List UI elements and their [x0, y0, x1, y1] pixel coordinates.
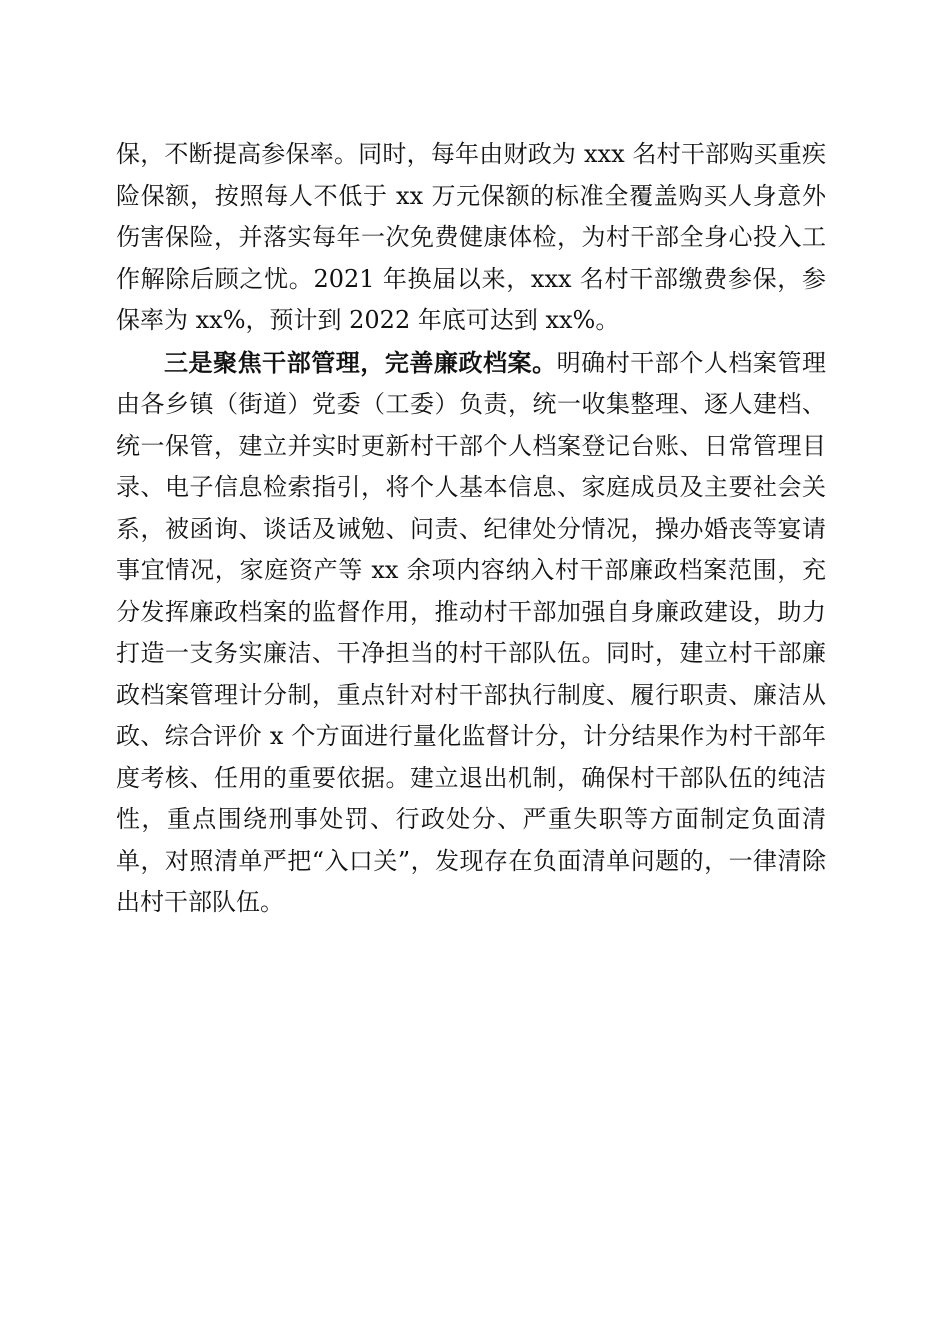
- paragraph-integrity-archive-heading: 三是聚焦干部管理，完善廉政档案。: [164, 347, 557, 377]
- paragraph-integrity-archive-text: 明确村干部个人档案管理由各乡镇（街道）党委（工委）负责，统一收集整理、逐人建档、统一保管，建立并实时更新村干部个人档案登记台账、日常管理目录、电子信息检索指引，将个人基本信息、家庭成员及主要社会关系，被函询、谈话及诫勉、问责、纪律处分情况，操办婚丧等宴请事宜情况，家庭资产等 xx 余项内容纳入村干部廉政档案范围，充分发挥廉政档案的监督作用，推动村干部加强自身廉政建设，助力打造一支务实廉洁、干净担当的村干部队伍。同时，建立村干部廉政档案管理计分制，重点针对村干部执行制度、履行职责、廉洁从政、综合评价 x 个方面进行量化监督计分，计分结果作为村干部年度考核、任用的重要依据。建立退出机制，确保村干部队伍的纯洁性，重点围绕刑事处罚、行政处分、严重失职等方面制定负面清单，对照清单严把“入口关”，发现存在负面清单问题的，一律清除出村干部队伍。: [116, 348, 827, 916]
- paragraph-insurance-text: 保，不断提高参保率。同时，每年由财政为 xxx 名村干部购买重疾险保额，按照每人不低于 xx 万元保额的标准全覆盖购买人身意外伤害保险，并落实每年一次免费健康体检，为村干部全身心投入工作解除后顾之忧。2021 年换届以来，xxx 名村干部缴费参保，参保率为 xx%，预计到 2022 年底可达到 xx%。: [116, 140, 826, 334]
- document-body: [116, 134, 826, 924]
- paragraph-integrity-archive: [116, 342, 826, 924]
- paragraph-insurance: [116, 134, 826, 342]
